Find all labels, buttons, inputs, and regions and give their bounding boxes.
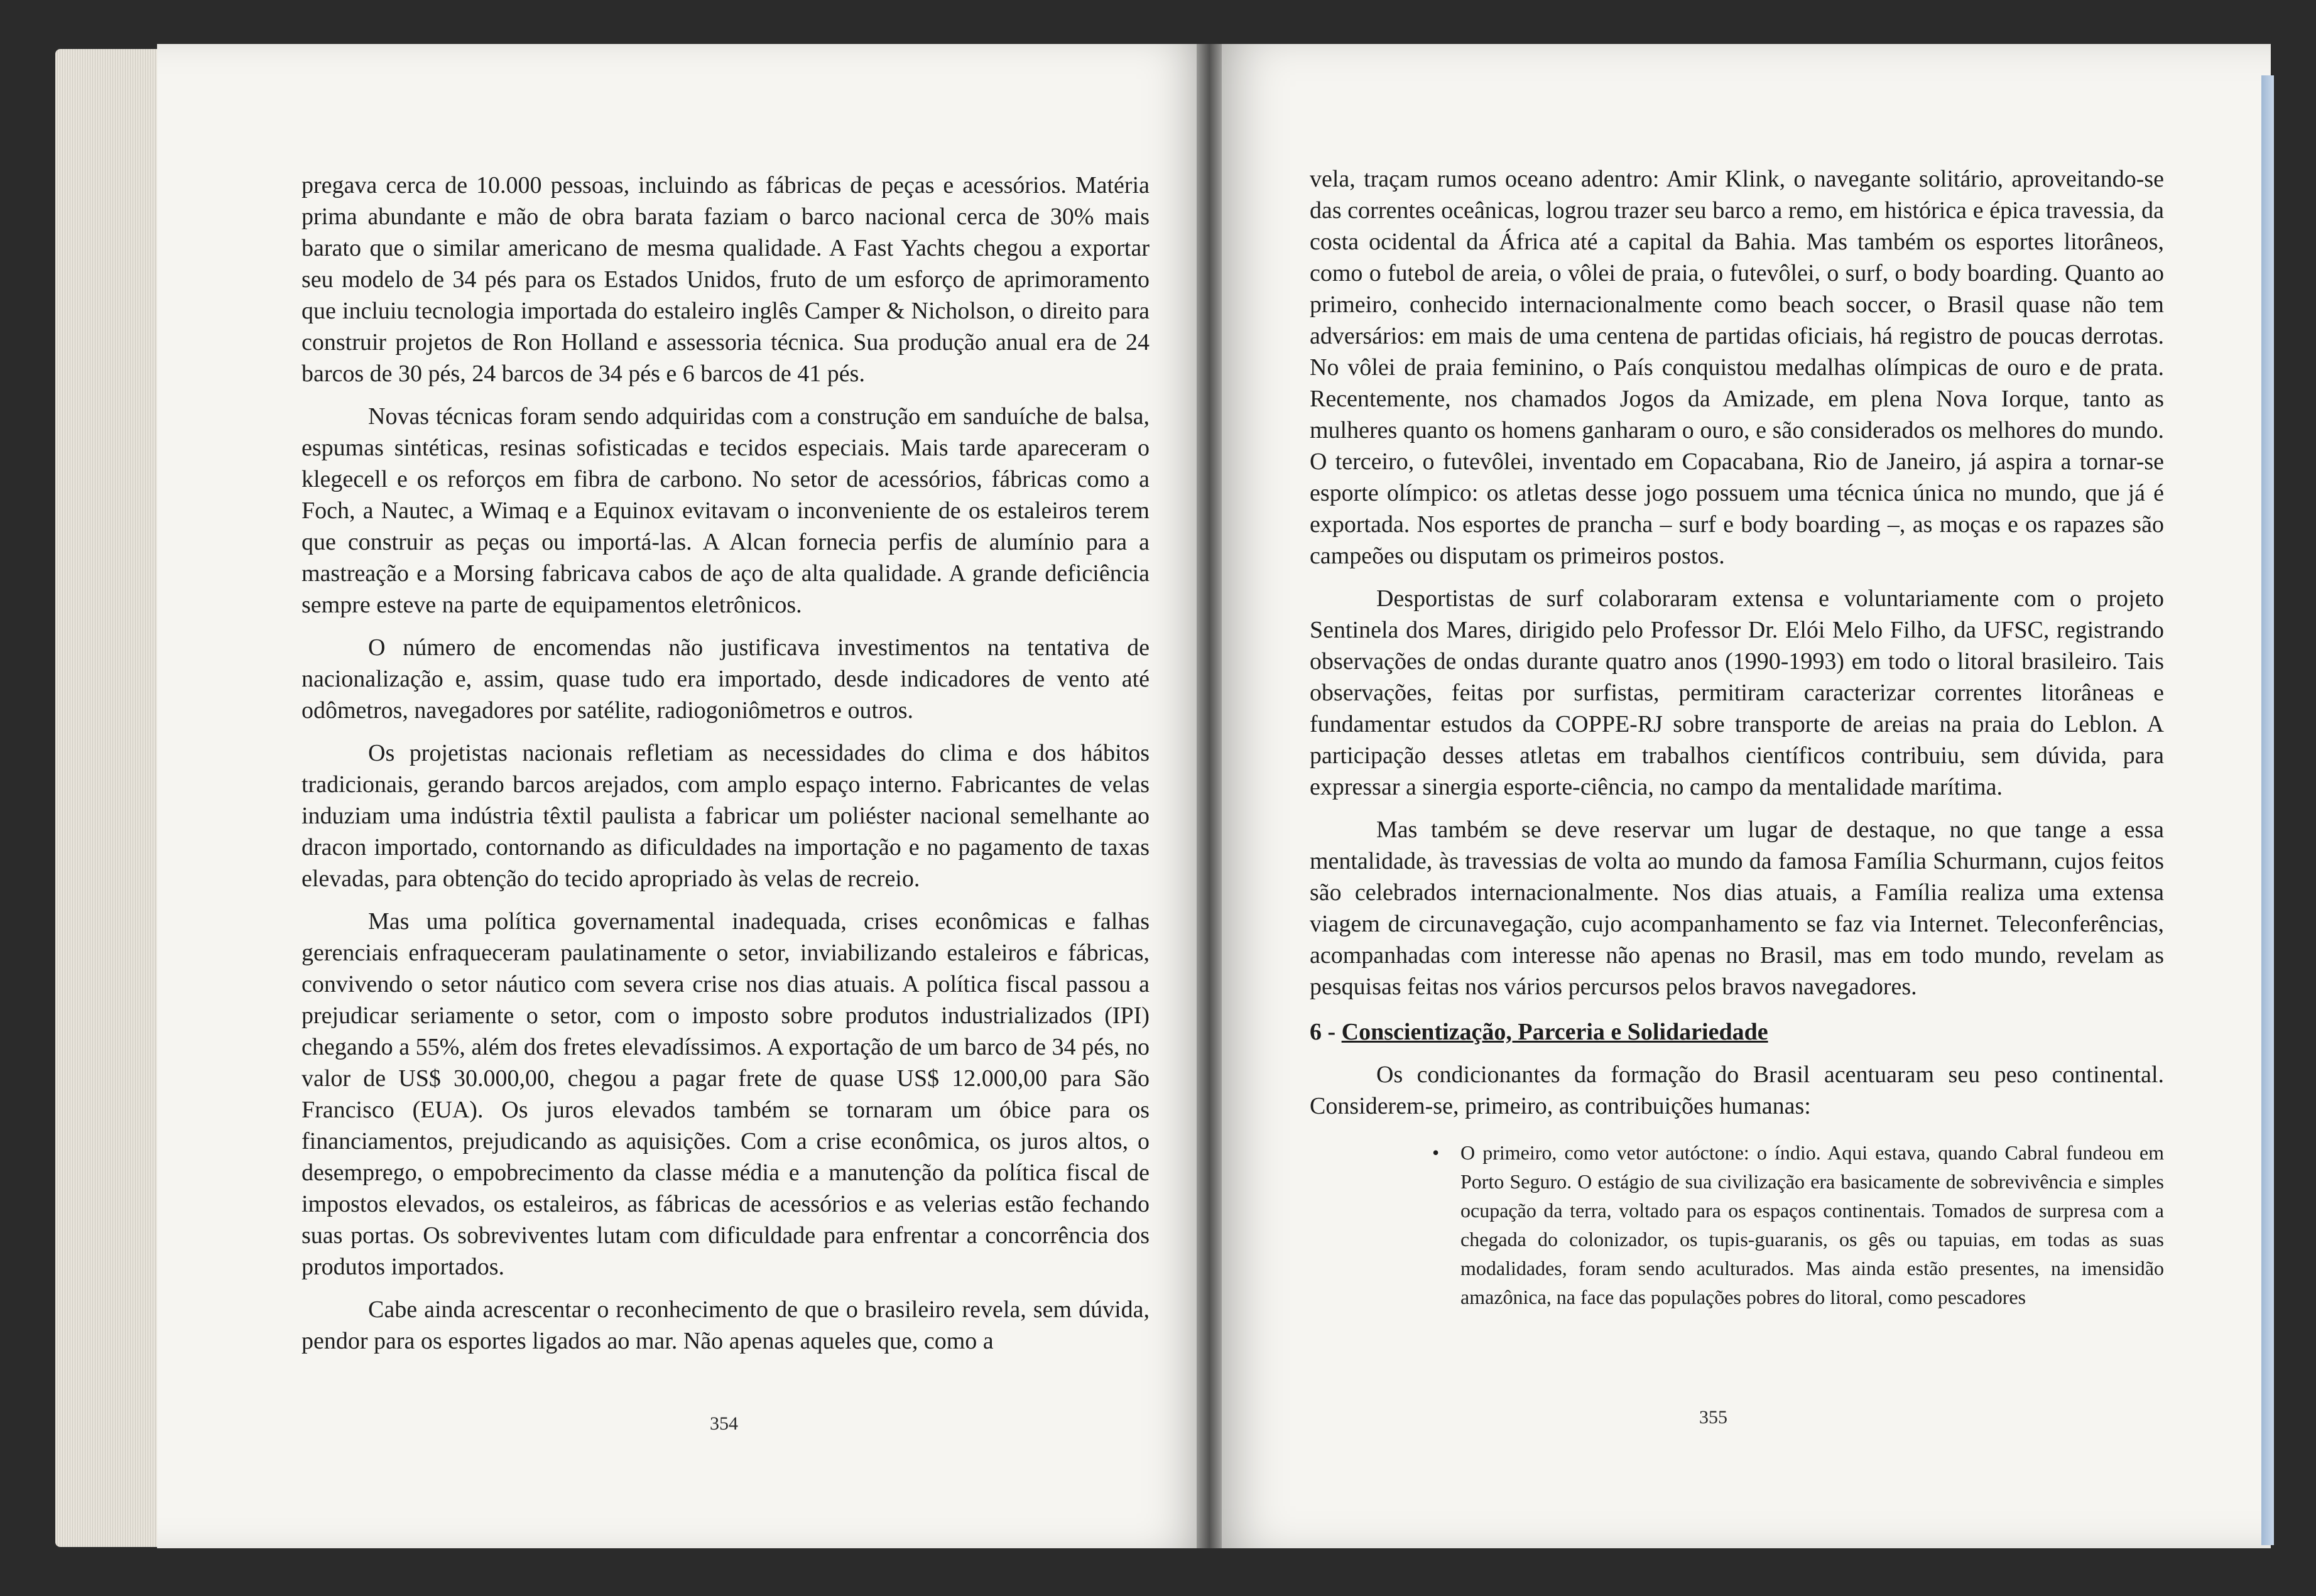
- right-paragraph-1: vela, traçam rumos oceano adentro: Amir Klink, o navegante solitário, aproveitando-se das correntes oceânicas, logrou trazer seu barco a remo, em histórica e épica travessia, da costa ocidental da África até a capital da Bahia. Mas também os esportes litorâneos, como o futebol de areia, o vôlei de praia, o futevôlei, o surf, o body boarding. Quanto ao primeiro, conhecido internacionalmente como beach soccer, o Brasil quase não tem adversários: em mais de uma centena de partidas oficiais, há registro de poucas derrotas. No vôlei de praia feminino, o País conquistou medalhas olímpicas de ouro e de prata. Recentemente, nos chamados Jogos da Amizade, em plena Nova Iorque, tanto as mulheres quanto os homens ganharam o ouro, e são considerados os melhores do mundo. O terceiro, o futevôlei, inventado em Copacabana, Rio de Janeiro, já aspira a tornar-se esporte olímpico: os atletas desse jogo possuem uma técnica única no mundo, que já é exportada. Nos esportes de prancha – surf e body boarding –, as moças e os rapazes são campeões ou disputam os primeiros postos.: [1310, 166, 2164, 569]
- page-number-left: 354: [710, 1413, 738, 1434]
- left-paragraph-4: Os projetistas nacionais refletiam as necessidades do clima e dos hábitos tradicionais, gerando barcos arejados, com amplo espaço interno. Fabricantes de velas induziam uma indústria têxtil paulista a fabricar um poliéster nacional semelhante ao dracon importado, contornando as dificuldades na importação e no pagamento de taxas elevadas, para obtenção do tecido apropriado às velas de recreio.: [302, 740, 1150, 892]
- left-text-column: [302, 170, 1150, 1368]
- page-number-right: 355: [1699, 1407, 1727, 1428]
- left-page: [157, 44, 1209, 1548]
- left-paragraph-2: Novas técnicas foram sendo adquiridas com a construção em sanduíche de balsa, espumas sintéticas, resinas sofisticadas e tecidos especiais. Mais tarde apareceram o klegecell e os reforços em fibra de carbono. No setor de acessórios, fábricas como a Foch, a Nautec, a Wimaq e a Equinox evitavam o inconveniente de os estaleiros terem que construir as peças ou importá-las. A Alcan fornecia perfis de alumínio para a mastreação e a Morsing fabricava cabos de aço de alta qualidade. A grande deficiência sempre esteve na parte de equipamentos eletrônicos.: [302, 403, 1150, 618]
- section-heading: [1310, 1016, 2164, 1048]
- book-gutter: [1197, 44, 1222, 1548]
- left-paragraph-5: Mas uma política governamental inadequada, crises econômicas e falhas gerenciais enfraqueceram paulatinamente o setor, inviabilizando estaleiros e fábricas, convivendo o setor náutico com severa crise nos dias atuais. A política fiscal passou a prejudicar seriamente o setor, com o imposto sobre produtos industrializados (IPI) chegando a 55%, além dos fretes elevadíssimos. A exportação de um barco de 34 pés, no valor de US$ 30.000,00, chegou a pagar frete de quase US$ 12.000,00 para São Francisco (EUA). Os juros elevados também se tornaram um óbice para os financiamentos, prejudicando as aquisições. Com a crise econômica, os juros altos, o desemprego, o empobrecimento da classe média e a manutenção da política fiscal de impostos elevados, os estaleiros, as fábricas de acessórios e as velerias estão fechando suas portas. Os sobreviventes lutam com dificuldade para enfrentar a concorrência dos produtos importados.: [302, 908, 1150, 1280]
- right-text-column: [1310, 163, 2164, 1311]
- section-number: 6 -: [1310, 1019, 1336, 1045]
- right-paragraph-3: Mas também se deve reservar um lugar de destaque, no que tange a essa mentalidade, às travessias de volta ao mundo da famosa Família Schurmann, cujos feitos são celebrados internacionalmente. Nos dias atuais, a Família realiza uma extensa viagem de circunavegação, cujo acompanhamento se faz via Internet. Teleconferências, acompanhadas com interesse não apenas no Brasil, mas em todo mundo, revelam as pesquisas feitas nos vários percursos pelos bravos navegadores.: [1310, 817, 2164, 1000]
- right-page: [1209, 44, 2271, 1548]
- left-paragraph-6: Cabe ainda acrescentar o reconhecimento de que o brasileiro revela, sem dúvida, pendor para os esportes ligados ao mar. Não apenas aqueles que, como a: [302, 1296, 1150, 1354]
- bullet-icon: •: [1432, 1141, 1440, 1164]
- section-title: Conscientização, Parceria e Solidariedade: [1341, 1019, 1768, 1045]
- left-paragraph-1: pregava cerca de 10.000 pessoas, incluindo as fábricas de peças e acessórios. Matéria prima abundante e mão de obra barata faziam o barco nacional cerca de 30% mais barato que o similar americano de mesma qualidade. A Fast Yachts chegou a exportar seu modelo de 34 pés para os Estados Unidos, fruto de um esforço de aprimoramento que incluiu tecnologia importada do estaleiro inglês Camper & Nicholson, o direito para construir projetos de Ron Holland e assessoria técnica. Sua produção anual era de 24 barcos de 30 pés, 24 barcos de 34 pés e 6 barcos de 41 pés.: [302, 172, 1150, 387]
- right-paragraph-2: Desportistas de surf colaboraram extensa e voluntariamente com o projeto Sentinela dos Mares, dirigido pelo Professor Dr. Elói Melo Filho, da UFSC, registrando observações de ondas durante quatro anos (1990-1993) em todo o litoral brasileiro. Tais observações, feitas por surfistas, permitiram caracterizar correntes litorâneas e fundamentar estudos da COPPE-RJ sobre transporte de areias na praia do Leblon. A participação desses atletas em trabalhos científicos contribuiu, sem dúvida, para expressar a sinergia esporte-ciência, no campo da mentalidade marítima.: [1310, 585, 2164, 800]
- right-page-edge: [2261, 75, 2274, 1545]
- right-paragraph-4: Os condicionantes da formação do Brasil acentuaram seu peso continental. Considerem-se, primeiro, as contribuições humanas:: [1310, 1061, 2164, 1119]
- left-paragraph-3: O número de encomendas não justificava investimentos na tentativa de nacionalização e, assim, quase tudo era importado, desde indicadores de vento até odômetros, navegadores por satélite, radiogoniômetros e outros.: [302, 634, 1150, 724]
- bullet-item: [1310, 1138, 2164, 1311]
- bullet-text: O primeiro, como vetor autóctone: o índio. Aqui estava, quando Cabral fundeou em Porto Seguro. O estágio de sua civilização era basicamente de sobrevivência e simples ocupação da terra, voltado para os espaços continentais. Tomados de surpresa com a chegada do colonizador, os tupis-guaranis, os gês ou tapuias, em todas as suas modalidades, foram sendo aculturados. Mas ainda estão presentes, na imensidão amazônica, na face das populações pobres do litoral, como pescadores: [1460, 1141, 2164, 1308]
